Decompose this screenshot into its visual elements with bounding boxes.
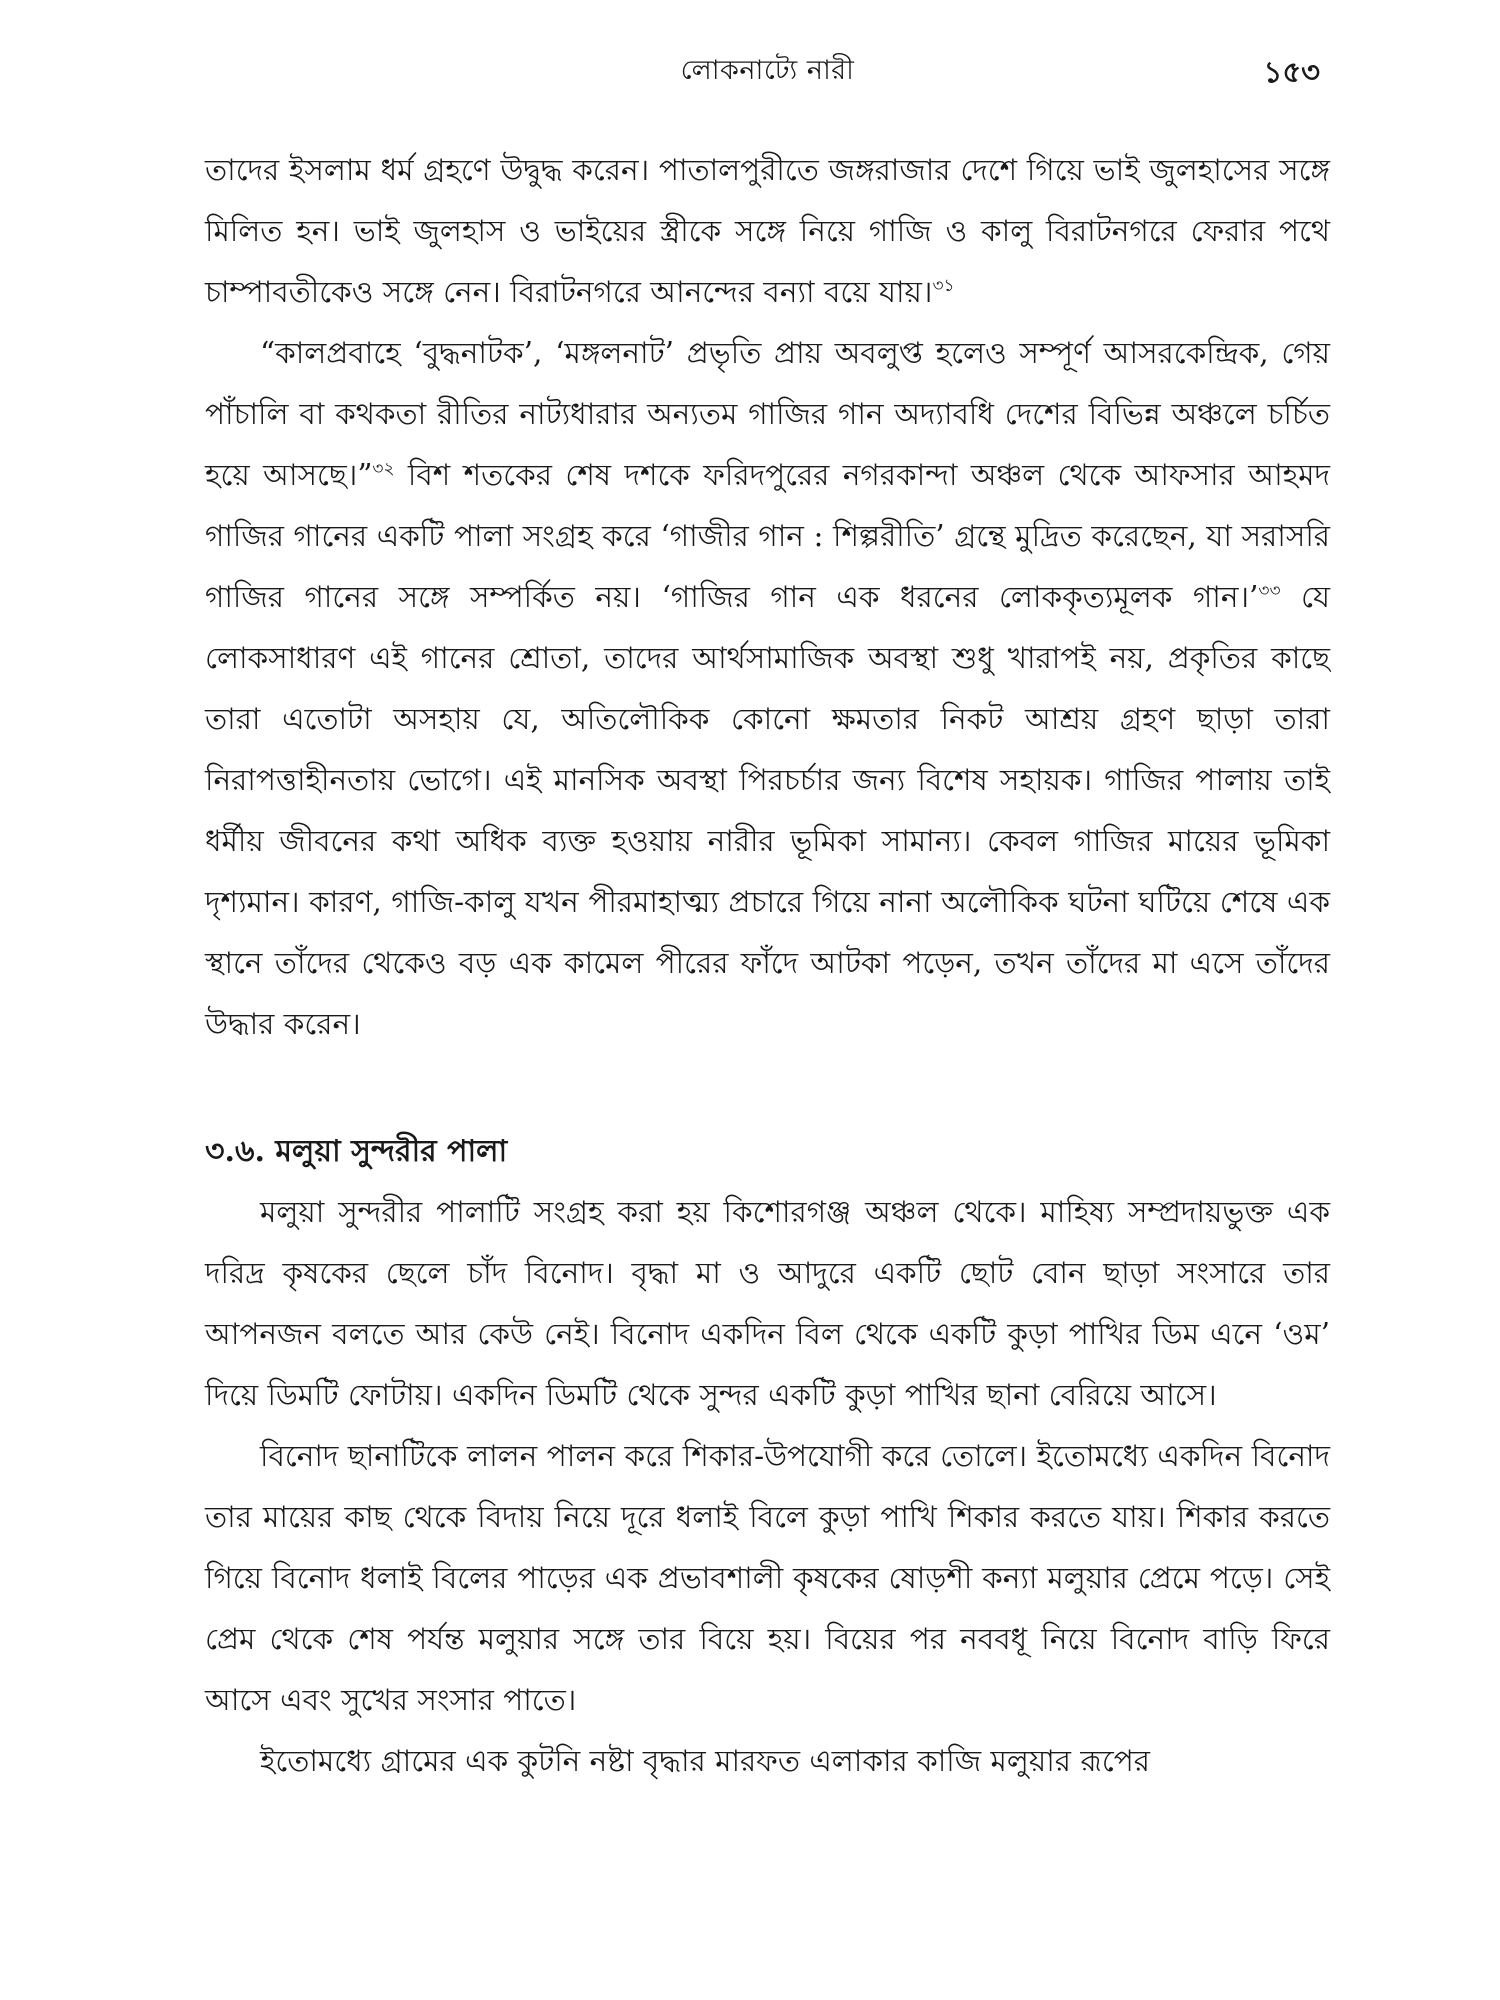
footnote-ref-31: ৩১	[932, 276, 955, 297]
footnote-ref-33: ৩৩	[1258, 581, 1281, 602]
running-header	[205, 50, 1330, 106]
section-paragraph-1: মলুয়া সুন্দরীর পালাটি সংগ্রহ করা হয় কিশোরগঞ্জ অঞ্চল থেকে। মাহিষ্য সম্প্রদায়ভুক্ত এক দরিদ্র কৃষকের ছেলে চাঁদ বিনোদ। বৃদ্ধা মা ও আদুরে একটি ছোট বোন ছাড়া সংসারে তার আপনজন বলতে আর কেউ নেই। বিনোদ একদিন বিল থেকে একটি কুড়া পাখির ডিম এনে ‘ওম’ দিয়ে ডিমটি ফোটায়। একদিন ডিমটি থেকে সুন্দর একটি কুড়া পাখির ছানা বেরিয়ে আসে।	[205, 1195, 1330, 1412]
section-paragraph-2: বিনোদ ছানাটিকে লালন পালন করে শিকার-উপযোগী করে তোলে। ইতোমধ্যে একদিন বিনোদ তার মায়ের কাছ থেকে বিদায় নিয়ে দূরে ধলাই বিলে কুড়া পাখি শিকার করতে যায়। শিকার করতে গিয়ে বিনোদ ধলাই বিলের পাড়ের এক প্রভাবশালী কৃষকের ষোড়শী কন্যা মলুয়ার প্রেমে পড়ে। সেই প্রেম থেকে শেষ পর্যন্ত মলুয়ার সঙ্গে তার বিয়ে হয়। বিয়ের পর নববধূ নিয়ে বিনোদ বাড়ি ফিরে আসে এবং সুখের সংসার পাতে।	[205, 1439, 1330, 1717]
section-paragraph-3: ইতোমধ্যে গ্রামের এক কুটনি নষ্টা বৃদ্ধার মারফত এলাকার কাজি মলুয়ার রূপের	[260, 1744, 1151, 1778]
paragraph-2-text-b: বিশ শতকের শেষ দশকে ফরিদপুরের নগরকান্দা অঞ্চল থেকে আফসার আহমদ গাজির গানের একটি পালা সংগ্রহ করে ‘গাজীর গান : শিল্পরীতি’ গ্রন্থে মুদ্রিত করেছেন, যা সরাসরি গাজির গানের সঙ্গে সম্পর্কিত নয়। ‘গাজির গান এক ধরনের লোককৃত্যমূলক গান।’	[205, 458, 1330, 614]
section-spacer	[205, 1055, 1330, 1121]
section-heading: ৩.৬. মলুয়া সুন্দরীর পালা	[205, 1134, 508, 1169]
chapter-title: লোকনাট্যে নারী	[680, 55, 855, 86]
page-number: ১৫৩	[1263, 55, 1320, 89]
paragraph-1-text: তাদের ইসলাম ধর্ম গ্রহণে উদ্বুদ্ধ করেন। পাতালপুরীতে জঙ্গরাজার দেশে গিয়ে ভাই জুলহাসের সঙ্গে মিলিত হন। ভাই জুলহাস ও ভাইয়ের স্ত্রীকে সঙ্গে নিয়ে গাজি ও কালু বিরাটনগরে ফেরার পথে চাম্পাবতীকেও সঙ্গে নেন। বিরাটনগরে আনন্দের বন্যা বয়ে যায়।	[205, 153, 1330, 309]
paragraph-2-text-c: যে লোকসাধারণ এই গানের শ্রোতা, তাদের আর্থসামাজিক অবস্থা শুধু খারাপই নয়, প্রকৃতির কাছে তারা এতোটা অসহায় যে, অতিলৌকিক কোনো ক্ষমতার নিকট আশ্রয় গ্রহণ ছাড়া তারা নিরাপত্তাহীনতায় ভোগে। এই মানসিক অবস্থা পিরচর্চার জন্য বিশেষ সহায়ক। গাজির পালায় তাই ধর্মীয় জীবনের কথা অধিক ব্যক্ত হওয়ায় নারীর ভূমিকা সামান্য। কেবল গাজির মায়ের ভূমিকা দৃশ্যমান। কারণ, গাজি-কালু যখন পীরমাহাত্ম্য প্রচারে গিয়ে নানা অলৌকিক ঘটনা ঘটিয়ে শেষে এক স্থানে তাঁদের থেকেও বড় এক কামেল পীরের ফাঁদে আটকা পড়েন, তখন তাঁদের মা এসে তাঁদের উদ্ধার করেন।	[205, 580, 1330, 1041]
quotation-text: “কালপ্রবাহে ‘বুদ্ধনাটক’, ‘মঙ্গলনাট’ প্রভৃতি প্রায় অবলুপ্ত হলেও সম্পূর্ণ আসরকেন্দ্রিক, গেয় পাঁচালি বা কথকতা রীতির নাট্যধারার অন্যতম গাজির গান অদ্যাবধি দেশের বিভিন্ন অঞ্চলে চর্চিত হয়ে আসছে।”	[205, 336, 1330, 492]
paragraph-2	[205, 323, 1330, 1055]
paragraph-1	[205, 140, 1330, 323]
footnote-ref-32: ৩২	[372, 459, 395, 480]
